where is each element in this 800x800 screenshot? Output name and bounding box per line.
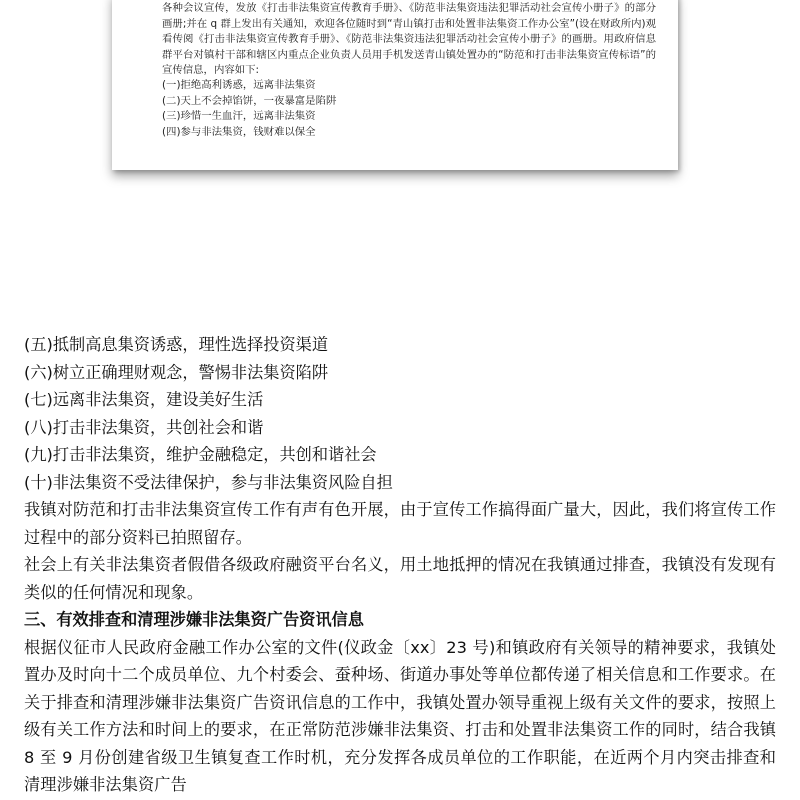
slogan-7: (七)远离非法集资，建设美好生活 (24, 390, 264, 409)
excerpt-slogan-3: (三)珍惜一生血汗，远离非法集资 (162, 110, 316, 123)
paragraph-ad-cleanup: 根据仪征市人民政府金融工作办公室的文件(仪政金〔xx〕23 号)和镇政府有关领导的精神要求，我镇处置办及时向十二个成员单位、九个村委会、蚕种场、街道办事处等单位都传递了相关信息和工作要求。在关于排查和清理涉嫌非法集资广告资讯信息的工作中，我镇处置办领导重视上级有关文件的要求，按照上级有关工作方法和时间上的要求，在正常防范涉嫌非法集资、打击和处置非法集资工作的同时，结合我镇 8 至 9 月份创建省级卫生镇复查工作时机，充分发挥各成员单位的工作职能，在近两个月内突击排查和清理涉嫌非法集资广告 (24, 637, 776, 794)
excerpt-paragraph: 各种会议宣传，发放《打击非法集资宣传教育手册》、《防范非法集资违法犯罪活动社会宣传小册子》的部分画册;并在 q 群上发出有关通知，欢迎各位随时到“青山镇打击和处置非法集资工作办公室”(设在财政所内)观看传阅《打击非法集资宣传教育手册》、《防范非法集资违法犯罪活动社会宣传小册子》的画册。用政府信息群平台对镇村干部和辖区内重点企业负责人员用手机发送青山镇处置办的“防范和打击非法集资宣传标语”的宣传信息，内容如下: (162, 2, 656, 77)
slogan-8: (八)打击非法集资，共创社会和谐 (24, 417, 264, 437)
paragraph-investigation: 社会上有关非法集资者假借各级政府融资平台名义，用土地抵押的情况在我镇通过排查，我镇没有发现有类似的任何情况和现象。 (24, 555, 776, 602)
slogan-6: (六)树立正确理财观念，警惕非法集资陷阱 (24, 362, 329, 382)
excerpt-slogan-2: (二)天上不会掉馅饼，一夜暴富是陷阱 (162, 94, 337, 107)
slogan-5: (五)抵制高息集资诱惑，理性选择投资渠道 (24, 335, 329, 354)
slogan-10: (十)非法集资不受法律保护，参与非法集资风险自担 (24, 472, 393, 492)
slogan-9: (九)打击非法集资，维护金融稳定，共创和谐社会 (24, 445, 377, 464)
document-body (24, 331, 776, 799)
excerpt-slogan-4: (四)参与非法集资，钱财难以保全 (162, 125, 316, 138)
section-heading-3: 三、有效排查和清理涉嫌非法集资广告资讯信息 (24, 610, 364, 629)
excerpt-content (162, 0, 656, 140)
document-excerpt-card (112, 0, 678, 170)
paragraph-archive: 我镇对防范和打击非法集资宣传工作有声有色开展，由于宣传工作搞得面广量大，因此，我们将宣传工作过程中的部分资料已拍照留存。 (24, 500, 776, 547)
excerpt-slogan-1: (一)拒绝高利诱惑，远离非法集资 (162, 79, 316, 92)
